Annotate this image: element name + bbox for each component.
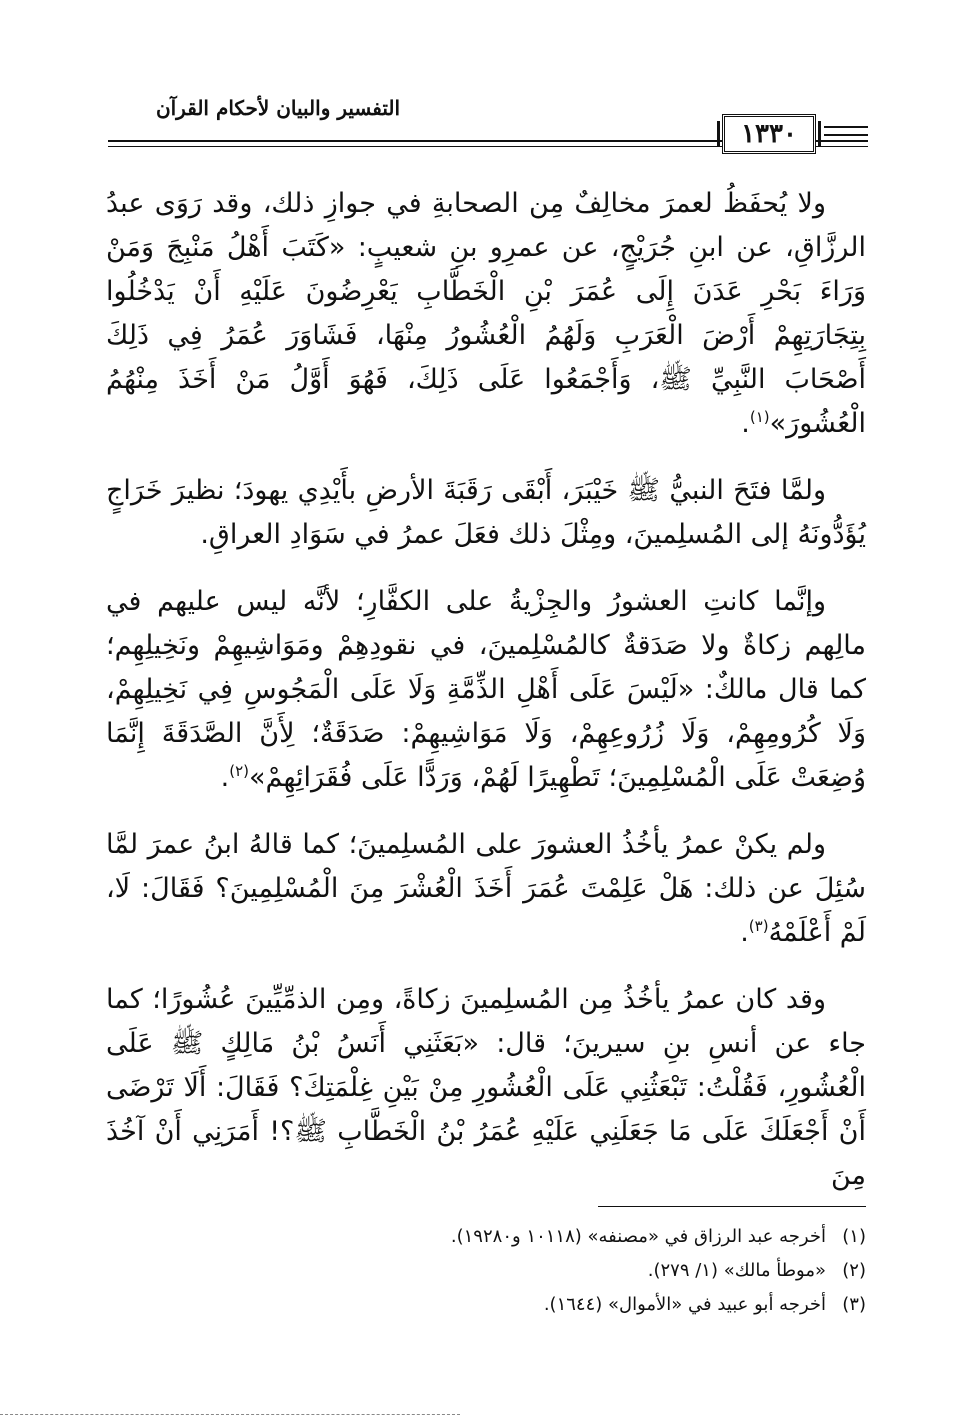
paragraph-3: وإنَّما كانتِ العشورُ والجِزْيةُ على الكفَّارِ؛ لأنَّه ليس عليهم في مالِهم زكاةٌ ولا صَدَقةٌ كالمُسْلِمينَ، في نقودِهِمْ ومَوَاشِيهِمْ ونَخِيلِهِم؛ كما قال مالكٌ: «لَيْسَ عَلَى أَهْلِ الذِّمَّةِ وَلَا عَلَى الْمَجُوسِ فِي نَخِيلِهِمْ، وَلَا كُرُومِهِمْ، وَلَا زُرُوعِهِمْ، وَلَا مَوَاشِيهِمْ: صَدَقَةٌ؛ لِأَنَّ الصَّدَقَةَ إِنَّمَا وُضِعَتْ عَلَى الْمُسْلِمِينَ؛ تَطْهِيرًا لَهُمْ، وَرَدًّا عَلَى فُقَرَائِهِمْ»$^{(٢)}$.: [106, 586, 866, 793]
paragraph-4: ولم يكنْ عمرُ يأخُذُ العشورَ على المُسلِمينَ؛ كما قالهُ ابنُ عمرَ لمَّا سُئِلَ عن ذلك: هَلْ عَلِمْتَ عُمَرَ أَخَذَ الْعُشْرَ مِنَ الْمُسْلِمِينَ؟ فَقَالَ: لَا، لَمْ أَعْلَمْهُ$^{(٣)}$.: [106, 829, 866, 948]
main-text: [106, 182, 866, 1221]
footnote-2: [300, 1254, 866, 1288]
footnote-ref-3[interactable]: (٣): [748, 917, 769, 935]
footnote-separator: [598, 1206, 866, 1207]
scan-edge-line: [0, 1414, 460, 1415]
paragraph-4-text: ولم يكنْ عمرُ يأخُذُ العشورَ على المُسلِمينَ؛ كما قالهُ ابنُ عمرَ لمَّا سُئِلَ عن ذلك: هَلْ عَلِمْتَ عُمَرَ أَخَذَ الْعُشْرَ مِنَ الْمُسْلِمِينَ؟ فَقَالَ: لَا، لَمْ أَعْلَمْهُ: [106, 829, 866, 948]
footnotes: [300, 1220, 866, 1322]
footnote-text: أخرجه عبد الرزاق في «مصنفه» (١٠١١٨ و١٩٢٨٠).: [450, 1226, 826, 1247]
page-number: ١٣٣٠: [722, 114, 816, 154]
footnote-number: (١): [842, 1226, 866, 1247]
paragraph-3-text: وإنَّما كانتِ العشورُ والجِزْيةُ على الكفَّارِ؛ لأنَّه ليس عليهم في مالِهم زكاةٌ ولا صَدَقةٌ كالمُسْلِمينَ، في نقودِهِمْ ومَوَاشِيهِمْ ونَخِيلِهِم؛ كما قال مالكٌ: «لَيْسَ عَلَى أَهْلِ الذِّمَّةِ وَلَا عَلَى الْمَجُوسِ فِي نَخِيلِهِمْ، وَلَا كُرُومِهِمْ، وَلَا زُرُوعِهِمْ، وَلَا مَوَاشِيهِمْ: صَدَقَةٌ؛ لِأَنَّ الصَّدَقَةَ إِنَّمَا وُضِعَتْ عَلَى الْمُسْلِمِينَ؛ تَطْهِيرًا لَهُمْ، وَرَدًّا عَلَى فُقَرَائِهِمْ»: [106, 586, 866, 793]
footnote-number: (٢): [842, 1260, 866, 1281]
footnote-ref-2[interactable]: (٢): [229, 762, 250, 780]
footnote-ref-1[interactable]: (١): [749, 408, 770, 426]
footnote-3: [300, 1288, 866, 1322]
footnote-number: (٣): [842, 1294, 866, 1315]
paragraph-5: وقد كان عمرُ يأخُذُ مِن المُسلِمينَ زكاةً، ومِن الذمِّيِّينَ عُشُورًا؛ كما جاء عن أنسِ بنِ سيرينَ؛ قال: «بَعَثَنِي أَنَسُ بْنُ مَالِكٍ ﷺ عَلَى الْعُشُورِ، فَقُلْتُ: تَبْعَثُنِي عَلَى الْعُشُورِ مِنْ بَيْنِ غِلْمَتِكَ؟ فَقَالَ: أَلَا تَرْضَى أَنْ أَجْعَلَكَ عَلَى مَا جَعَلَنِي عَلَيْهِ عُمَرُ بْنُ الْخَطَّابِ ﷺ؟! أَمَرَنِي أَنْ آخُذَ مِنَ: [106, 984, 866, 1191]
header-ornament-lines: [824, 126, 868, 142]
footnote-text: «موطأ مالك» (١/ ٢٧٩).: [647, 1260, 826, 1281]
footnote-text: أخرجه أبو عبيد في «الأموال» (١٦٤٤).: [543, 1294, 826, 1315]
paragraph-2: ولمَّا فتَحَ النبيُّ ﷺ خَيْبَرَ، أَبْقَى رَقَبَةَ الأرضِ بأَيْدِي يهودَ؛ نظيرَ خَرَاجٍ يُؤَدُّونَهُ إلى المُسلِمينَ، ومِثْلَ ذلك فعَلَ عمرُ في سَوَادِ العراقِ.: [106, 475, 866, 550]
running-title: التفسير والبيان لأحكام القرآن: [155, 96, 401, 120]
paragraph-1-text: ولا يُحفَظُ لعمرَ مخالِفٌ مِن الصحابةِ في جوازِ ذلك، وقد رَوَى عبدُ الرزَّاقِ، عن ابنِ جُرَيْجٍ، عن عمرِو بنِ شعيبٍ: «كَتَبَ أَهْلُ مَنْبِجَ وَمَنْ وَرَاءَ بَحْرِ عَدَنَ إِلَى عُمَرَ بْنِ الْخَطَّابِ يَعْرِضُونَ عَلَيْهِ أَنْ يَدْخُلُوا بِتِجَارَتِهِمْ أَرْضَ الْعَرَبِ وَلَهُمُ الْعُشُورُ مِنْهَا، فَشَاوَرَ عُمَرُ فِي ذَلِكَ أَصْحَابَ النَّبِيِّ ﷺ، وَأَجْمَعُوا عَلَى ذَلِكَ، فَهُوَ أَوَّلُ مَنْ أَخَذَ مِنْهُمُ الْعُشُورَ»: [106, 188, 866, 439]
paragraph-1: ولا يُحفَظُ لعمرَ مخالِفٌ مِن الصحابةِ في جوازِ ذلك، وقد رَوَى عبدُ الرزَّاقِ، عن ابنِ جُرَيْجٍ، عن عمرِو بنِ شعيبٍ: «كَتَبَ أَهْلُ مَنْبِجَ وَمَنْ وَرَاءَ بَحْرِ عَدَنَ إِلَى عُمَرَ بْنِ الْخَطَّابِ يَعْرِضُونَ عَلَيْهِ أَنْ يَدْخُلُوا بِتِجَارَتِهِمْ أَرْضَ الْعَرَبِ وَلَهُمُ الْعُشُورُ مِنْهَا، فَشَاوَرَ عُمَرُ فِي ذَلِكَ أَصْحَابَ النَّبِيِّ ﷺ، وَأَجْمَعُوا عَلَى ذَلِكَ، فَهُوَ أَوَّلُ مَنْ أَخَذَ مِنْهُمُ الْعُشُورَ»$^{(١)}$.: [106, 188, 866, 439]
page-header: [108, 96, 868, 158]
footnote-1: [300, 1220, 866, 1254]
